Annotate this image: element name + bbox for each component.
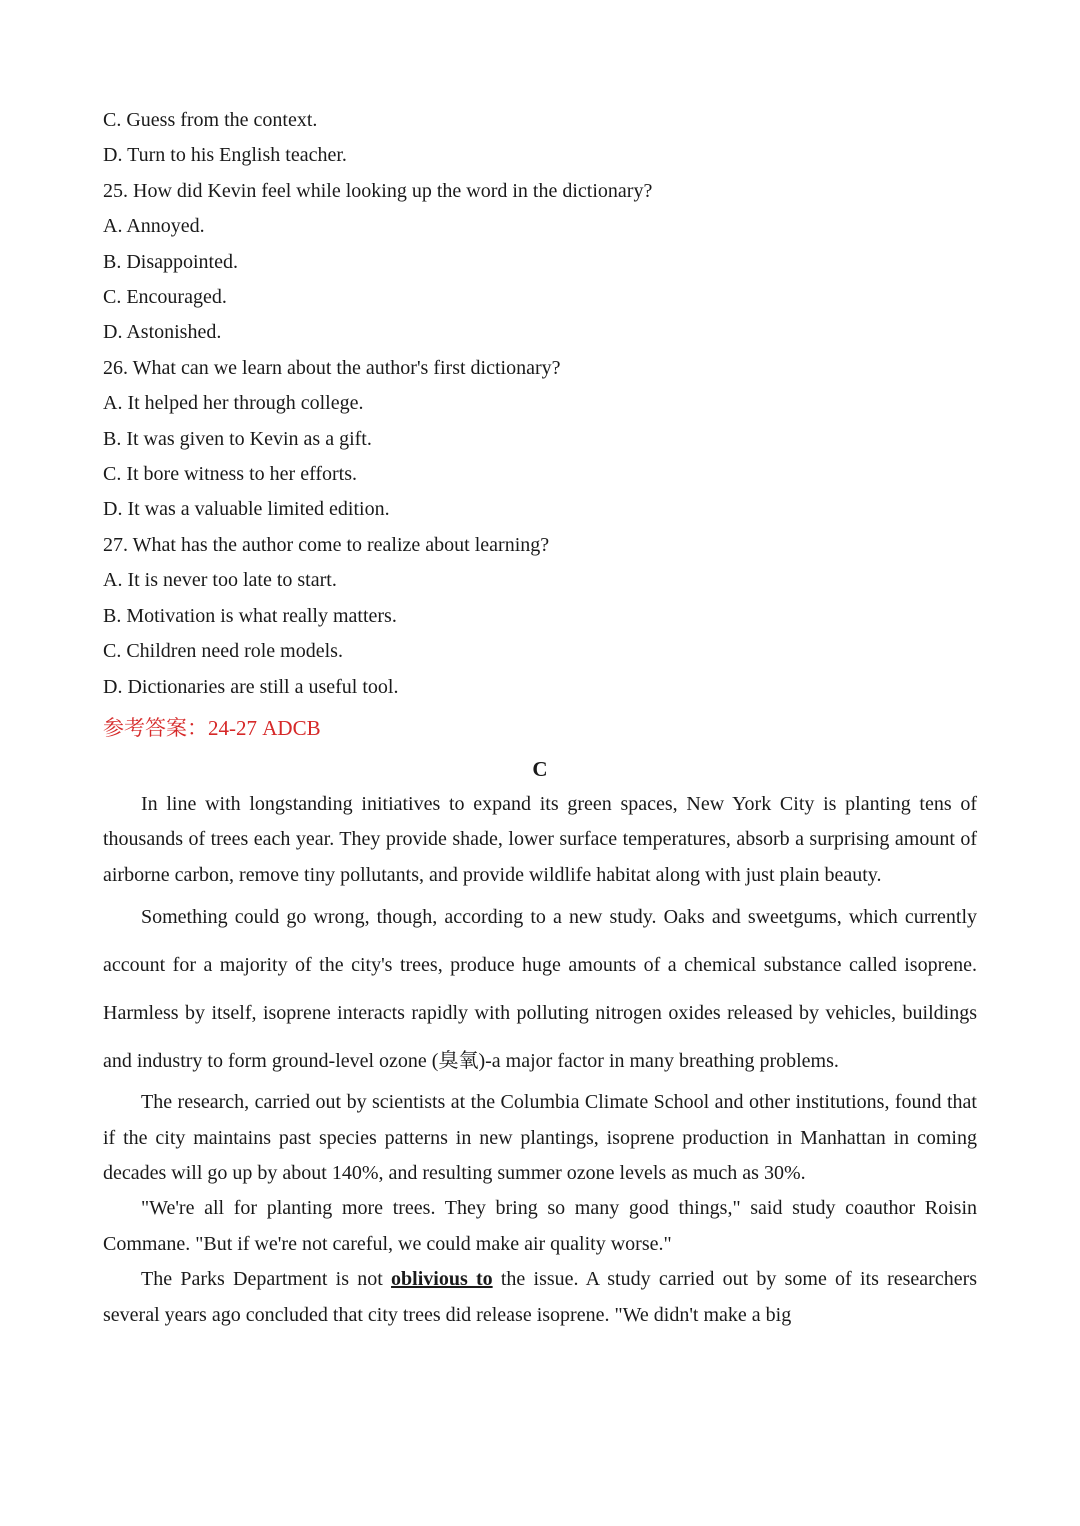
option-25-c: C. Encouraged.: [103, 286, 227, 309]
option-24-d: D. Turn to his English teacher.: [103, 144, 347, 167]
passage-paragraph-2: [103, 893, 977, 1085]
option-26-c: C. It bore witness to her efforts.: [103, 463, 358, 486]
option-26-a: A. It helped her through college.: [103, 392, 364, 415]
option-27-d: D. Dictionaries are still a useful tool.: [103, 675, 399, 698]
underlined-phrase: oblivious to: [391, 1268, 493, 1291]
question-25: 25. How did Kevin feel while looking up the word in the dictionary?: [103, 179, 653, 202]
option-27-a: A. It is never too late to start.: [103, 569, 337, 592]
question-27: 27. What has the author come to realize about learning?: [103, 533, 550, 556]
question-26: 26. What can we learn about the author's first dictionary?: [103, 356, 561, 379]
section-title: C: [532, 756, 548, 781]
passage-paragraph-5-start: The Parks Department is not: [141, 1268, 392, 1291]
option-24-c: C. Guess from the context.: [103, 109, 318, 131]
option-25-a: A. Annoyed.: [103, 215, 205, 238]
question-list: [103, 103, 977, 705]
option-26-b: B. It was given to Kevin as a gift.: [103, 427, 372, 450]
option-25-b: B. Disappointed.: [103, 250, 238, 273]
option-27-c: C. Children need role models.: [103, 640, 343, 663]
passage-paragraph-1: In line with longstanding initiatives to expand its green spaces, New York City is planting tens of thousands of trees each year. They provide shade, lower surface temperatures, absorb a surprising amount of airborne carbon, remove tiny pollutants, and provide wildlife habitat along with just plain beauty.: [103, 792, 977, 886]
passage-paragraph-5-end: the issue. A study carried out by some of its researchers several years ago concluded that city trees did release isoprene. "We didn't make a big: [103, 1268, 978, 1326]
document-page: [103, 103, 977, 1333]
passage-paragraph-3: The research, carried out by scientists at the Columbia Climate School and other institutions, found that if the city maintains past species patterns in new plantings, isoprene production in Manhattan in coming decades will go up by about 140%, and resulting summer ozone levels as much as 30%.: [103, 1091, 977, 1184]
answer-key: 参考答案：24-27 ADCB: [103, 715, 321, 740]
option-26-d: D. It was a valuable limited edition.: [103, 498, 390, 521]
passage-paragraph-2-text: Something could go wrong, though, according to a new study. Oaks and sweetgums, which currently account for a majority of the city's trees, produce huge amounts of a chemical substance called isoprene. Harmless by itself, isoprene interacts rapidly with polluting nitrogen oxides released by vehicles, buildings and industry to form ground-level ozone (臭氧)-a major factor in many breathing problems.: [103, 906, 977, 1073]
passage-paragraph-4: "We're all for planting more trees. They bring so many good things," said study coauthor Roisin Commane. "But if we're not careful, we could make air quality worse.": [103, 1197, 977, 1255]
passage-paragraph-5: [103, 1262, 977, 1333]
option-25-d: D. Astonished.: [103, 321, 222, 344]
option-27-b: B. Motivation is what really matters.: [103, 604, 397, 627]
